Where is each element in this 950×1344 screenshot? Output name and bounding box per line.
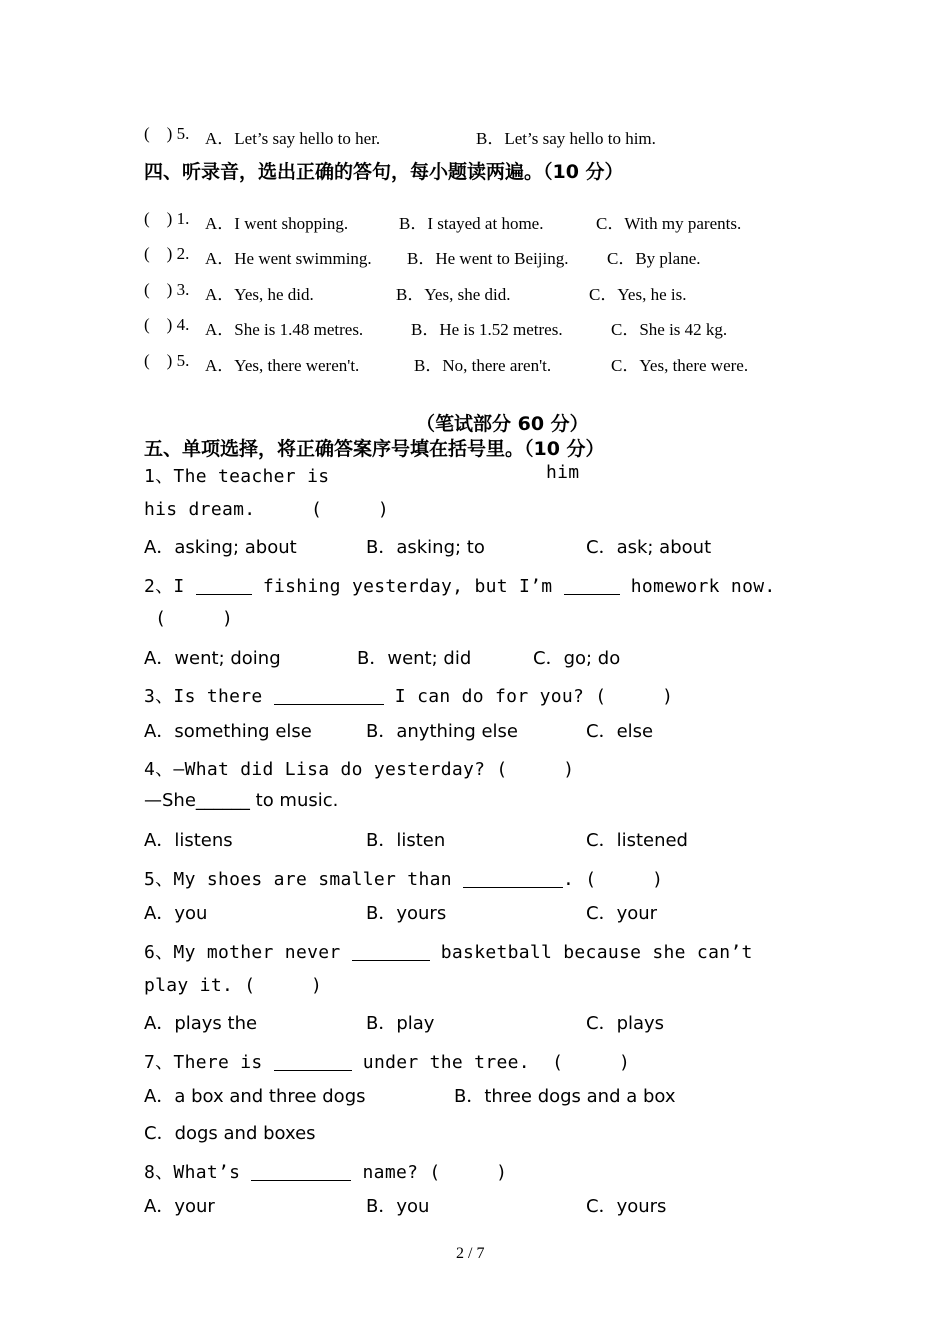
q4-answer-line: —She______ to music. xyxy=(144,790,339,811)
q2-text-1: 2、I xyxy=(144,576,196,597)
part4-q2-prefix: ( ) 2. xyxy=(144,244,190,263)
q5-blank xyxy=(463,869,563,888)
q7-text-1: 7、There is xyxy=(144,1052,274,1073)
part4-q4-prefix: ( ) 4. xyxy=(144,315,190,334)
page-number: 2 / 7 xyxy=(456,1245,485,1262)
q3-text-2: I can do for you? ( ) xyxy=(383,686,674,707)
part4-q3-option-a: A．Yes, he did. xyxy=(205,285,314,304)
q2-option-a: A．went; doing xyxy=(144,648,281,669)
q3-question xyxy=(144,682,673,708)
part4-q5-option-c: C．Yes, there were. xyxy=(611,356,749,375)
q6-option-c: C．plays xyxy=(586,1013,665,1034)
q3-option-c: C．else xyxy=(586,721,654,742)
part3-q5-option-b: B．Let’s say hello to him. xyxy=(476,129,656,148)
q5-option-a: A．you xyxy=(144,903,208,924)
q1-text-part2: him xyxy=(546,462,580,483)
q2-answer-paren: ( ) xyxy=(144,608,234,629)
part3-q5-prefix: ( ) 5. xyxy=(144,124,190,143)
part4-q3-option-b: B．Yes, she did. xyxy=(396,285,511,304)
q2-blank-1 xyxy=(196,576,252,595)
q2-question xyxy=(144,572,775,598)
q6-option-b: B．play xyxy=(366,1013,435,1034)
q7-text-2: under the tree. ( ) xyxy=(351,1052,631,1073)
q6-text-1: 6、My mother never xyxy=(144,942,352,963)
q2-option-b: B．went; did xyxy=(357,648,472,669)
q1-option-c: C．ask; about xyxy=(586,537,712,558)
q7-option-a: A．a box and three dogs xyxy=(144,1086,366,1107)
part4-heading: 四、听录音，选出正确的答句，每小题读两遍。（10 分） xyxy=(144,161,624,183)
q8-option-b: B．you xyxy=(366,1196,430,1217)
q8-option-c: C．yours xyxy=(586,1196,667,1217)
q5-question xyxy=(144,865,663,891)
part4-q4-option-b: B．He is 1.52 metres. xyxy=(411,320,563,339)
q4-option-c: C．listened xyxy=(586,830,688,851)
q1-text-line2: his dream. ( ) xyxy=(144,499,390,520)
q6-text-2: basketball because she can’t xyxy=(429,942,753,963)
q8-question xyxy=(144,1158,507,1184)
part4-q4-option-c: C．She is 42 kg. xyxy=(611,320,728,339)
q3-option-a: A．something else xyxy=(144,721,312,742)
part4-q4-option-a: A．She is 1.48 metres. xyxy=(205,320,364,339)
q7-option-b: B．three dogs and a box xyxy=(454,1086,676,1107)
part4-q5-prefix: ( ) 5. xyxy=(144,351,190,370)
q6-option-a: A．plays the xyxy=(144,1013,258,1034)
q4-option-b: B．listen xyxy=(366,830,446,851)
part4-q5-option-a: A．Yes, there weren't. xyxy=(205,356,360,375)
q2-text-3: homework now. xyxy=(619,576,776,597)
q2-option-c: C．go; do xyxy=(533,648,621,669)
written-part-title: （笔试部分 60 分） xyxy=(416,413,589,435)
part4-q5-option-b: B．No, there aren't. xyxy=(414,356,552,375)
q2-blank-2 xyxy=(564,576,620,595)
q7-question xyxy=(144,1048,630,1074)
q4-question: 4、—What did Lisa do yesterday? ( ) xyxy=(144,759,575,780)
q6-question xyxy=(144,938,753,964)
part4-q1-prefix: ( ) 1. xyxy=(144,209,190,228)
q6-question-line2: play it. ( ) xyxy=(144,975,323,996)
part4-q2-option-b: B．He went to Beijing. xyxy=(407,249,569,268)
q3-text-1: 3、Is there xyxy=(144,686,274,707)
q5-text-2: . ( ) xyxy=(563,869,664,890)
q1-option-b: B．asking; to xyxy=(366,537,485,558)
q3-blank xyxy=(274,686,384,705)
q7-option-c: C．dogs and boxes xyxy=(144,1123,316,1144)
part4-q1-option-c: C．With my parents. xyxy=(596,214,742,233)
q6-blank xyxy=(352,942,430,961)
q8-text-2: name? ( ) xyxy=(351,1162,508,1183)
part4-q3-option-c: C．Yes, he is. xyxy=(589,285,687,304)
part3-q5-option-a: A．Let’s say hello to her. xyxy=(205,129,381,148)
q1-option-a: A．asking; about xyxy=(144,537,297,558)
part4-q3-prefix: ( ) 3. xyxy=(144,280,190,299)
q5-option-b: B．yours xyxy=(366,903,447,924)
q1-text-part1: 1、The teacher is xyxy=(144,466,330,487)
q4-option-a: A．listens xyxy=(144,830,233,851)
q8-blank xyxy=(251,1162,351,1181)
q8-option-a: A．your xyxy=(144,1196,215,1217)
part4-q1-option-a: A．I went shopping. xyxy=(205,214,349,233)
q8-text-1: 8、What’s xyxy=(144,1162,252,1183)
q2-text-2: fishing yesterday, but I’m xyxy=(251,576,564,597)
part4-q2-option-c: C．By plane. xyxy=(607,249,701,268)
part5-heading: 五、单项选择，将正确答案序号填在括号里。（10 分） xyxy=(144,438,605,460)
q5-option-c: C．your xyxy=(586,903,658,924)
part4-q1-option-b: B．I stayed at home. xyxy=(399,214,544,233)
part4-q2-option-a: A．He went swimming. xyxy=(205,249,372,268)
q7-blank xyxy=(274,1052,352,1071)
q3-option-b: B．anything else xyxy=(366,721,518,742)
q5-text-1: 5、My shoes are smaller than xyxy=(144,869,463,890)
